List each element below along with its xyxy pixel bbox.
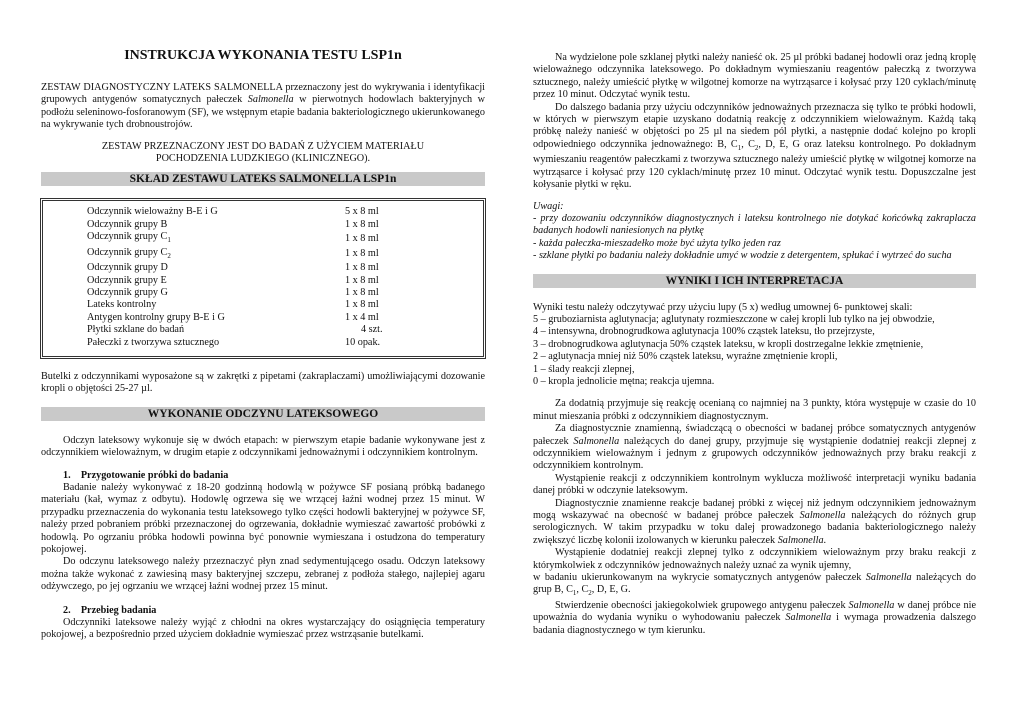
composition-box [42, 200, 484, 357]
procedure-paragraph-1: Na wydzielone pole szklanej płytki należy nanieść ok. 25 µl próbki badanej hodowli oraz jedną kroplę wieloważnego odczynnika lateksowego. Po dokładnym wymieszaniu reagentów pałeczką z tworzywa sztucznego, należy umieścić płytkę w wilgotnej komorze na wytrząsarce i kołysać przy 120 cyklach/minutę przez 10 minut. Odczytać wynik testu. [533, 52, 976, 101]
subsection-2-heading: 2. Przebieg badania [63, 604, 157, 616]
page-title: INSTRUKCJA WYKONANIA TESTU LSP1n [124, 48, 402, 63]
scale-item-4: 4 – intensywna, drobnogrudkowa aglutynacja 100% cząstek lateksu, tło przejrzyste, [533, 326, 875, 338]
composition-row [87, 287, 383, 299]
composition-item-name: Odczynnik grupy $C_2$ [87, 246, 171, 260]
composition-table [87, 206, 383, 349]
wykonanie-intro: Odczyn lateksowy wykonuje się w dwóch etapach: w pierwszym etapie badanie wykonywane jest z odczynnikiem wieloważnym, w drugim etapie z odczynnikami jednoważnymi i odczynnikiem kontrolnym. [41, 434, 485, 459]
right-column [533, 52, 976, 637]
interpretation-paragraph-5-cont: w badaniu ukierunkowanym na wykrycie somatycznych antygenów pałeczek Salmonella należących do grup B, $C_1$, $C_2$, D, E, G. [533, 572, 976, 598]
interpretation-paragraph-3: Wystąpienie reakcji z odczynnikiem kontrolnym wyklucza możliwość interpretacji wyniku badania danej próbki w odczynie lateksowym. [533, 472, 976, 497]
interpretation-paragraph-5: Wystąpienie dodatniej reakcji zlepnej tylko z odczynnikiem wieloważnym przy braku reakcji z którymkolwiek z odczynników jednoważnych należy uznać za wynik ujemny, [533, 547, 976, 571]
composition-row [87, 219, 383, 231]
composition-item-name: Odczynnik grupy $C_1$ [87, 231, 171, 245]
intro-clinical-note: ZESTAW PRZEZNACZONY JEST DO BADAŃ Z UŻYCIEM MATERIAŁU POCHODZENIA LUDZKIEGO (KLINICZNEGO). [101, 140, 425, 165]
section-header-wykonanie: WYKONANIE ODCZYNU LATEKSOWEGO [41, 407, 485, 421]
intro-paragraph: ZESTAW DIAGNOSTYCZNY LATEKS SALMONELLA przeznaczony jest do wykrywania i identyfikacji grupowych antygenów somatycznych pałeczek Salmonella w pierwotnych hodowlach bakteryjnych w podłożu seleninowo-fosforanowym (SF), we wstępnym etapie badania bakteriologicznego ukierunkowanego na wykrywanie tych drobnoustrojów. [41, 82, 485, 131]
note-item-2: - każda pałeczka-mieszadełko może być użyta tylko jeden raz [533, 237, 781, 249]
composition-item-quantity: 1 x 8 ml [345, 274, 379, 286]
scale-item-1: 1 – ślady reakcji zlepnej, [533, 363, 635, 375]
composition-row [87, 231, 383, 246]
composition-item-quantity: 1 x 4 ml [345, 311, 379, 323]
scale-item-5: 5 – gruboziarnista aglutynacja; aglutynaty rozmieszczone w całej kropli lub tylko na jej obwodzie, [533, 313, 935, 325]
composition-row [87, 337, 383, 349]
composition-item-quantity: 1 x 8 ml [345, 262, 379, 274]
composition-item-quantity: 1 x 8 ml [345, 232, 379, 244]
interpretation-paragraph-6: Stwierdzenie obecności jakiegokolwiek grupowego antygenu pałeczek Salmonella w danej próbce nie upoważnia do wydania wyniku o wyhodowaniu pałeczek Salmonella i wymaga prowadzenia dalszego badania diagnostycznego w tym kierunku. [533, 599, 976, 636]
interpretation-paragraph-1: Za dodatnią przyjmuje się reakcję ocenianą co najmniej na 3 punkty, która występuje w czasie do 10 minut mieszania próbki z odczynnikiem diagnostycznym. [533, 398, 976, 422]
results-intro: Wyniki testu należy odczytywać przy użyciu lupy (5 x) według umownej 6- punktowej skali: [533, 301, 913, 313]
scale-item-0: 0 – kropla jednolicie mętna; reakcja ujemna. [533, 375, 715, 387]
composition-row [87, 275, 383, 287]
procedure-paragraph-2: Do dalszego badania przy użyciu odczynników jednoważnych przeznacza się tylko te próbki hodowli, w których w pierwszym etapie uzyskano dodatnią reakcję z odczynnikiem wieloważnym. Każdą taką próbkę należy nanieść w objętości po 25 µl na siedem pól płytki, a następnie dodać kolejno po kropli odpowiedniego odczynnika jednoważnego: B, $C_1$, $C_2$, D, E, G oraz lateksu kontrolnego. Po dokładnym wymieszaniu reagentów pałeczkami z tworzywa sztucznego należy umieścić płytkę w wilgotnej komorze na wytrząsarce i kołysać przy 120 cyklach/minutę przez 10 minut. Odczytać wynik testu. Dopuszczalne jest kołysanie płytki w ręku. [533, 101, 977, 191]
notes-title: Uwagi: [533, 200, 564, 212]
subsection-2-paragraph-1: Odczynniki lateksowe należy wyjąć z chłodni na okres wystarczający do osiągnięcia temperatury pokojowej, a bezpośrednio przed użyciem dokładnie wymieszać przez wstrząsanie butelkami. [41, 617, 485, 641]
composition-item-name: Odczynnik wieloważny B-E i G [87, 206, 218, 218]
scale-item-2: 2 – aglutynacja mniej niż 50% cząstek lateksu, wyraźne zmętnienie kropli, [533, 351, 838, 363]
composition-item-name: Odczynnik grupy D [87, 262, 168, 274]
left-column [41, 82, 485, 642]
bottles-note: Butelki z odczynnikami wyposażone są w zakrętki z pipetami (zakraplaczami) umożliwiającymi dozowanie kropli o objętości 25-27 µl. [41, 370, 485, 395]
section-header-sklad: SKŁAD ZESTAWU LATEKS SALMONELLA LSP1n [41, 172, 485, 186]
composition-item-name: Odczynnik grupy G [87, 286, 168, 298]
composition-row [87, 312, 383, 324]
scale-item-3: 3 – drobnogrudkowa aglutynacja 50% cząstek lateksu, w kropli dostrzegalne lekkie zmętnienie, [533, 338, 924, 350]
composition-item-quantity: 1 x 8 ml [345, 299, 379, 311]
composition-row [87, 262, 383, 274]
subsection-1-paragraph-2: Do odczynu lateksowego należy przeznaczyć płyn znad sedymentującego osadu. Odczyn lateksowy można także wykonać z zawiesiną masy bakteryjnej szczepu, zebranej z podłoża stałego, najlepiej agaru odżywczego, po jej ogrzaniu we wrzącej łaźni wodnej przez 15 minut. [41, 556, 485, 593]
composition-item-name: Płytki szklane do badań [87, 324, 185, 336]
composition-item-quantity: 1 x 8 ml [345, 286, 379, 298]
subsection-1-heading: 1. Przygotowanie próbki do badania [63, 469, 229, 481]
composition-item-name: Lateks kontrolny [87, 299, 157, 311]
composition-row [87, 206, 383, 218]
section-header-wyniki: WYNIKI I ICH INTERPRETACJA [533, 274, 976, 288]
composition-row [87, 299, 383, 311]
composition-item-quantity: 10 opak. [345, 336, 381, 348]
note-item-1: - przy dozowaniu odczynników diagnostycznych i lateksu kontrolnego nie dotykać końcówką zakraplacza badanych hodowli naniesionych na płytkę [533, 212, 976, 237]
note-item-3: - szklane płytki po badaniu należy dokładnie umyć w wodzie z detergentem, spłukać i wytrzeć do sucha [533, 250, 952, 262]
composition-item-quantity: 4 szt. [361, 324, 383, 336]
composition-item-name: Odczynnik grupy B [87, 218, 168, 230]
composition-item-quantity: 1 x 8 ml [345, 218, 379, 230]
composition-item-quantity: 1 x 8 ml [345, 248, 379, 260]
subsection-1-paragraph-1: Badanie należy wykonywać z 18-20 godzinną hodowlą w pożywce SF posianą próbką badanego materiału (kał, wymaz z odbytu). Hodowlę ogrzewa się we wrzącej łaźni wodnej przez 15 minut. W przypadku przeznaczenia do wykonania testu lateksowego tylko części hodowli bakteryjnej w pożywce SF, należy przed pobraniem próbki przeznaczonej do ogrzewania, dokładnie wymieszać zawartość probówki z hodowlą. Po ogrzaniu próbka hodowli powinna być ponownie wymieszana i ostudzona do temperatury pokojowej. [41, 482, 485, 556]
composition-item-name: Odczynnik grupy E [87, 274, 167, 286]
composition-row [87, 247, 383, 262]
composition-item-name: Pałeczki z tworzywa sztucznego [87, 336, 220, 348]
interpretation-paragraph-4: Diagnostycznie znamienne reakcje badanej próbki z więcej niż jednym odczynnikiem jednoważnym mogą wskazywać na obecność w badanej próbce pałeczek Salmonella należących do różnych grup serologicznych. W takim przypadku w toku dalej prowadzonego badania bakteriologicznego należy zwiększyć liczbę kolonii izolowanych w kierunku pałeczek Salmonella. [533, 497, 976, 546]
composition-item-quantity: 5 x 8 ml [345, 206, 379, 218]
composition-item-name: Antygen kontrolny grupy B-E i G [87, 311, 225, 323]
interpretation-paragraph-2: Za diagnostycznie znamienną, świadczącą o obecności w badanej próbce somatycznych antygenów pałeczek Salmonella należących do danej grupy, przyjmuje się wystąpienie dodatniej reakcji zlepnej z odczynnikiem wieloważnym i jednym z grupowych odczynników jednoważnych przy braku reakcji z odczynnikiem kontrolnym. [533, 423, 976, 472]
composition-row [87, 324, 383, 336]
